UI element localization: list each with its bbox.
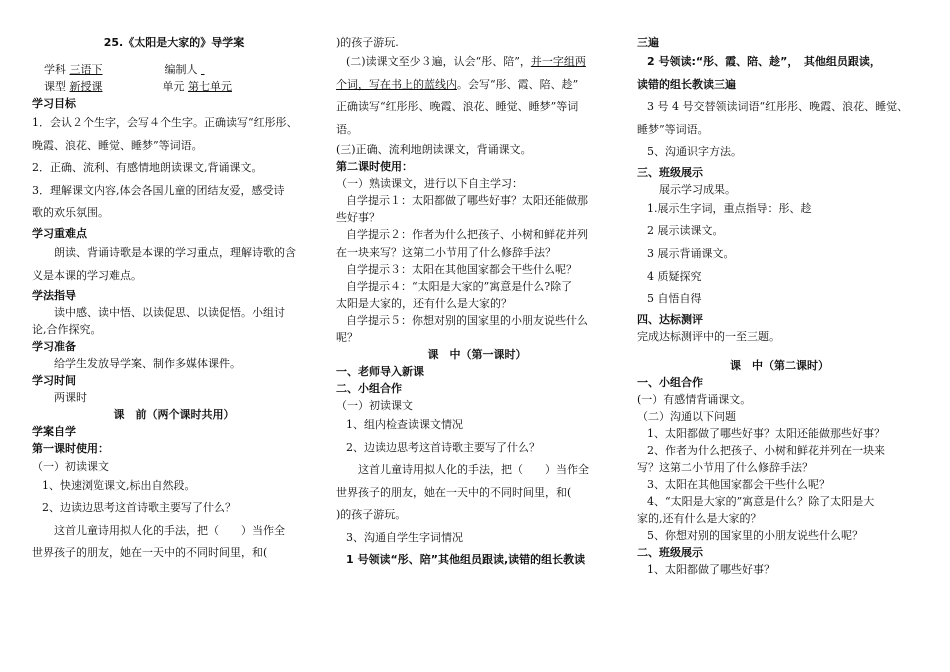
column-1 [32,34,316,565]
line-text: 自学提示１：太阳都做了哪些好事？太阳还能做那 [346,194,588,208]
line-text: )的孩子游玩. [336,36,399,49]
line-text: 在一块来写？这第二小节用了什么修辞手法？ [336,245,556,259]
line-text: 读中感、读中悟、以读促思、以读促悟。小组讨 [54,306,285,320]
col2-line [336,329,618,346]
col3-line [637,357,922,374]
col1-line [32,406,316,423]
col2-line [336,459,618,482]
col1-line [32,440,316,457]
line-text: 这首儿童诗用拟人化的手法，把（ ）当作全 [358,463,589,477]
line-text: 世界孩子的朋友，她在一天中的不同时间里，和( [336,485,572,499]
col2-line [336,51,618,74]
col3-line [637,493,922,510]
col2-line [336,74,618,97]
line-text: 2 展示读课文。 [647,224,724,238]
line-text: 世界孩子的朋友，她在一天中的不同时间里，和( [32,546,268,560]
line-text: 课 前（两个课时共用） [113,408,235,422]
line-text: 三、班级展示 [637,165,703,179]
col3-line [637,345,922,357]
col1-line [32,475,316,498]
col3-line [637,164,922,181]
line-text: 太阳是大家的，还有什么是大家的？ [336,296,512,310]
underlined-text: 并一字组两 [530,55,586,69]
line-text: 4、“太阳是大家的”寓意是什么？除了太阳是大 [647,495,875,509]
col2-line [336,504,618,527]
col3-line [637,544,922,561]
col3-line [637,51,922,74]
col2-line [336,244,618,261]
type-value: 新授课 [69,80,103,94]
col3-line [637,408,922,425]
line-text: 自学提示３：太阳在其他国家都会干些什么呢？ [346,262,577,276]
line-text: 朗读、背诵诗歌是本课的学习重点，理解诗歌的含 [54,245,296,259]
line-text: 一、老师导入新课 [336,364,424,378]
col3-line [637,74,922,97]
line-text: 3．理解课文内容,体会各国儿童的团结友爱，感受诗 [32,183,285,197]
col2-line [336,119,618,142]
line-text: 歌的欢乐氛围。 [32,206,109,220]
col3-line [637,266,922,289]
line-text: 这首儿童诗用拟人化的手法，把（ ）当作全 [54,523,285,537]
line-text: 些好事？ [336,211,380,225]
col2-line [336,295,618,312]
line-text: 正确读写“红彤彤、晚霞、浪花、睡觉、睡梦”等词 [336,100,579,114]
col2-line [336,482,618,505]
col3-line [637,328,922,345]
col3-line [637,198,922,221]
col1-line [32,135,316,158]
line-text: 论,合作探究。 [32,323,102,337]
col2-line [336,346,618,363]
line-text: 5、沟通识字方法。 [647,145,742,159]
col2-line [336,380,618,397]
col3-line [637,510,922,527]
line-text: 5 自悟自得 [647,292,702,306]
line-text: 睡梦”等词语。 [637,122,709,136]
unit-label: 单元 [162,80,185,94]
col2-line [336,363,618,380]
col3-line [637,391,922,408]
line-text: 第二课时使用： [336,160,413,174]
col3-line [637,476,922,493]
line-text: （一）初读课文 [336,398,413,412]
line-text: 1 号领读“彤、陪”其他组员跟读,读错的组长教读 [346,553,586,567]
col1-line [32,520,316,543]
line-text: 学习重难点 [32,226,87,240]
author-label: 编制人 [164,63,198,77]
col3-line [637,527,922,544]
column-2 [336,34,618,572]
line-text: 1．会认２个生字，会写４个生字。正确读写“红彤彤、 [32,116,298,130]
subject-value: 三语下 [69,63,103,77]
line-text: （一）初读课文 [32,459,109,473]
type-label: 课型 [44,80,66,94]
col1-line [32,497,316,520]
col2-line [336,437,618,460]
col1-line [32,389,316,406]
line-text: 3 展示背诵课文。 [647,246,735,260]
col2-line [336,96,618,119]
unit-value: 第七单元 [188,80,232,94]
column-3 [637,34,922,578]
line-text: 二、班级展示 [637,546,703,560]
subject-label: 学科 [44,63,66,77]
col1-line [32,338,316,355]
col1-line [32,458,316,475]
underlined-text: 个词，写在书上的蓝线内 [336,77,457,91]
line-text: 两课时 [54,391,87,405]
line-text: 展示学习成果。 [659,182,736,196]
line-text: 读错的组长教读三遍 [637,77,736,91]
col1-line [32,355,316,372]
col1-line [32,265,316,288]
line-text: 1、太阳都做了哪些好事？ [647,563,775,577]
col1-line [32,112,316,135]
col3-line [637,243,922,266]
col3-line [637,181,922,198]
line-text-after: 。会写“彤、霞、陪、趁” [457,77,579,91]
line-text: 四、达标测评 [637,312,703,326]
column-1-body [32,95,316,565]
meta-row-2 [32,78,316,95]
col1-line [32,372,316,389]
col3-line [637,561,922,578]
line-text: 3、沟通自学生字词情况 [346,530,463,544]
line-text: 2 号领读:“彤、霞、陪、趁”， 其他组员跟读， [647,55,881,69]
line-text: 家的,还有什么是大家的？ [637,512,762,526]
col2-line [336,414,618,437]
col2-line [336,226,618,243]
author-value [201,61,227,78]
line-text: )的孩子游玩。 [336,508,407,522]
line-text: 义是本课的学习难点。 [32,268,142,282]
col1-line [32,225,316,242]
line-text: 4 质疑探究 [647,269,702,283]
line-text: 呢？ [336,330,358,344]
line-text: (一）有感情背诵课文。 [637,392,752,406]
line-text: 一、小组合作 [637,375,703,389]
col2-line [336,261,618,278]
column-3-body [637,34,922,578]
line-text: （一）熟读课文，进行以下自主学习： [336,177,523,191]
document-title: 25.《太阳是大家的》导学案 [103,36,245,49]
line-text: 写？这第二小节用了什么修辞手法？ [637,460,813,474]
column-2-body [336,34,618,572]
col3-line [637,288,922,311]
line-text: (三)正确、流利地朗读课文，背诵课文。 [336,143,532,157]
line-text: 2、边读边思考这首诗歌主要写了什么？ [346,440,540,454]
col2-line [336,192,618,209]
col1-line [32,180,316,203]
col1-line [32,157,316,180]
line-text: 晚霞、浪花、睡觉、睡梦”等词语。 [32,138,203,152]
col2-line [336,312,618,329]
line-text: 完成达标测评中的一至三题。 [637,329,780,343]
line-text: 学法指导 [32,289,76,303]
col2-line [336,158,618,175]
line-text: 3、太阳在其他国家都会干些什么呢？ [647,478,830,492]
col1-line [32,242,316,265]
col1-line [32,304,316,321]
col2-line [336,34,618,51]
col3-line [637,442,922,459]
line-text: 二、小组合作 [336,381,402,395]
line-text: 学习时间 [32,374,76,388]
line-text: 自学提示５：你想对别的国家里的小朋友说些什么 [346,313,588,327]
line-text: （二）沟通以下问题 [637,409,736,423]
col2-line [336,278,618,295]
line-text: 5、你想对别的国家里的小朋友说些什么呢？ [647,529,863,543]
line-text: 自学提示２：作者为什么把孩子、小树和鲜花并列 [346,228,588,242]
col1-line [32,423,316,440]
line-text: 1、太阳都做了哪些好事？太阳还能做那些好事？ [647,426,885,440]
line-text: 第一课时使用： [32,442,109,456]
col1-line [32,95,316,112]
line-text: 语。 [336,122,358,136]
col2-line [336,209,618,226]
line-text: 学案自学 [32,425,76,439]
line-text: (二)读课文至少３遍，认会“彤、陪”， [346,55,531,69]
col3-line [637,374,922,391]
col2-line [336,141,618,158]
col2-line [336,175,618,192]
line-text: 自学提示４：“太阳是大家的”寓意是什么?除了 [346,279,573,293]
line-text: 给学生发放导学案、制作多媒体课件。 [54,357,241,371]
line-text: 三遍 [637,36,659,49]
col3-line [637,220,922,243]
col1-line [32,287,316,304]
line-text: 3 号 4 号交替领读词语“红彤彤、晚霞、浪花、睡觉、 [647,100,909,114]
col1-line [32,202,316,225]
line-text: 1、快速浏览课文,标出自然段。 [42,478,196,492]
col3-line [637,459,922,476]
col2-line [336,527,618,550]
line-text: 学习准备 [32,340,76,354]
col1-line [32,321,316,338]
line-text: 学习目标 [32,97,76,111]
line-text: 课 中（第一课时） [427,347,527,361]
col3-line [637,141,922,164]
col3-line [637,425,922,442]
col3-line [637,34,922,51]
col3-line [637,96,922,119]
col3-line [637,119,922,142]
line-text: 课 中（第二课时） [730,358,829,372]
line-text: 2．正确、流利、有感情地朗读课文,背诵课文。 [32,161,263,175]
line-text: 2、作者为什么把孩子、小树和鲜花并列在一块来 [647,443,885,457]
col2-line [336,397,618,414]
line-text: 1、组内检查读课文情况 [346,417,463,431]
col3-line [637,311,922,328]
col2-line [336,549,618,572]
meta-row-1 [32,61,316,78]
line-text: 1.展示生字词，重点指导：彤、趁 [647,201,812,215]
col1-line [32,542,316,565]
line-text: 2、边读边思考这首诗歌主要写了什么？ [42,501,236,515]
